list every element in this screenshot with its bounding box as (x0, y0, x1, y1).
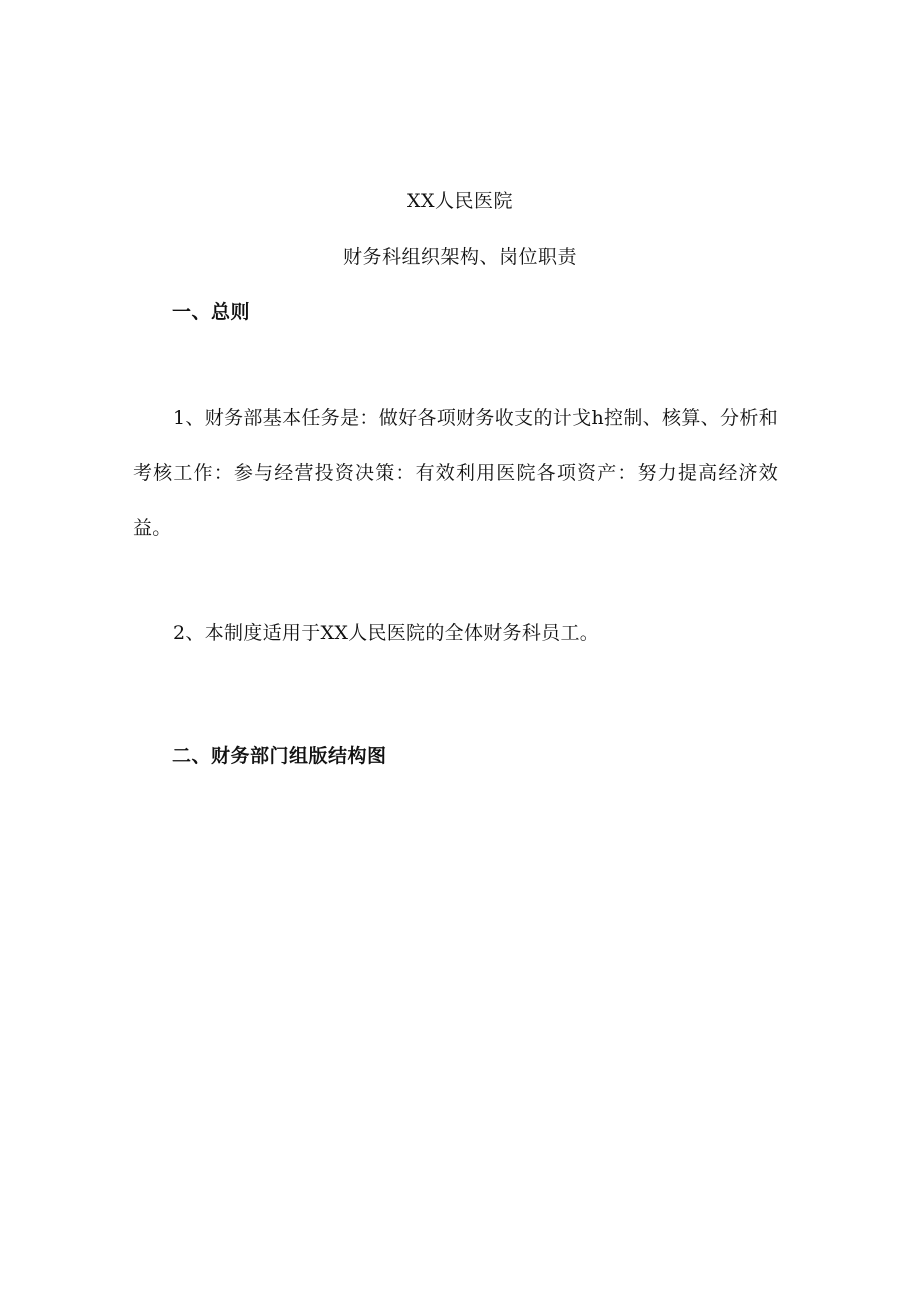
paragraph-scope: 2、本制度适用于XX人民医院的全体财务科员工。 (173, 622, 600, 644)
section-heading-org-chart: 二、财务部门组版结构图 (172, 745, 387, 767)
section-heading-general: 一、总则 (172, 301, 251, 323)
document-subtitle: 财务科组织架构、岗位职责 (342, 246, 577, 268)
document-title-hospital: XX人民医院 (406, 190, 514, 212)
paragraph-basic-tasks: 1、财务部基本任务是：做好各项财务收支的计戈h控制、核算、分析和考核工作：参与经营投资决策：有效利用医院各项资产：努力提高经济效益。 (133, 407, 778, 539)
